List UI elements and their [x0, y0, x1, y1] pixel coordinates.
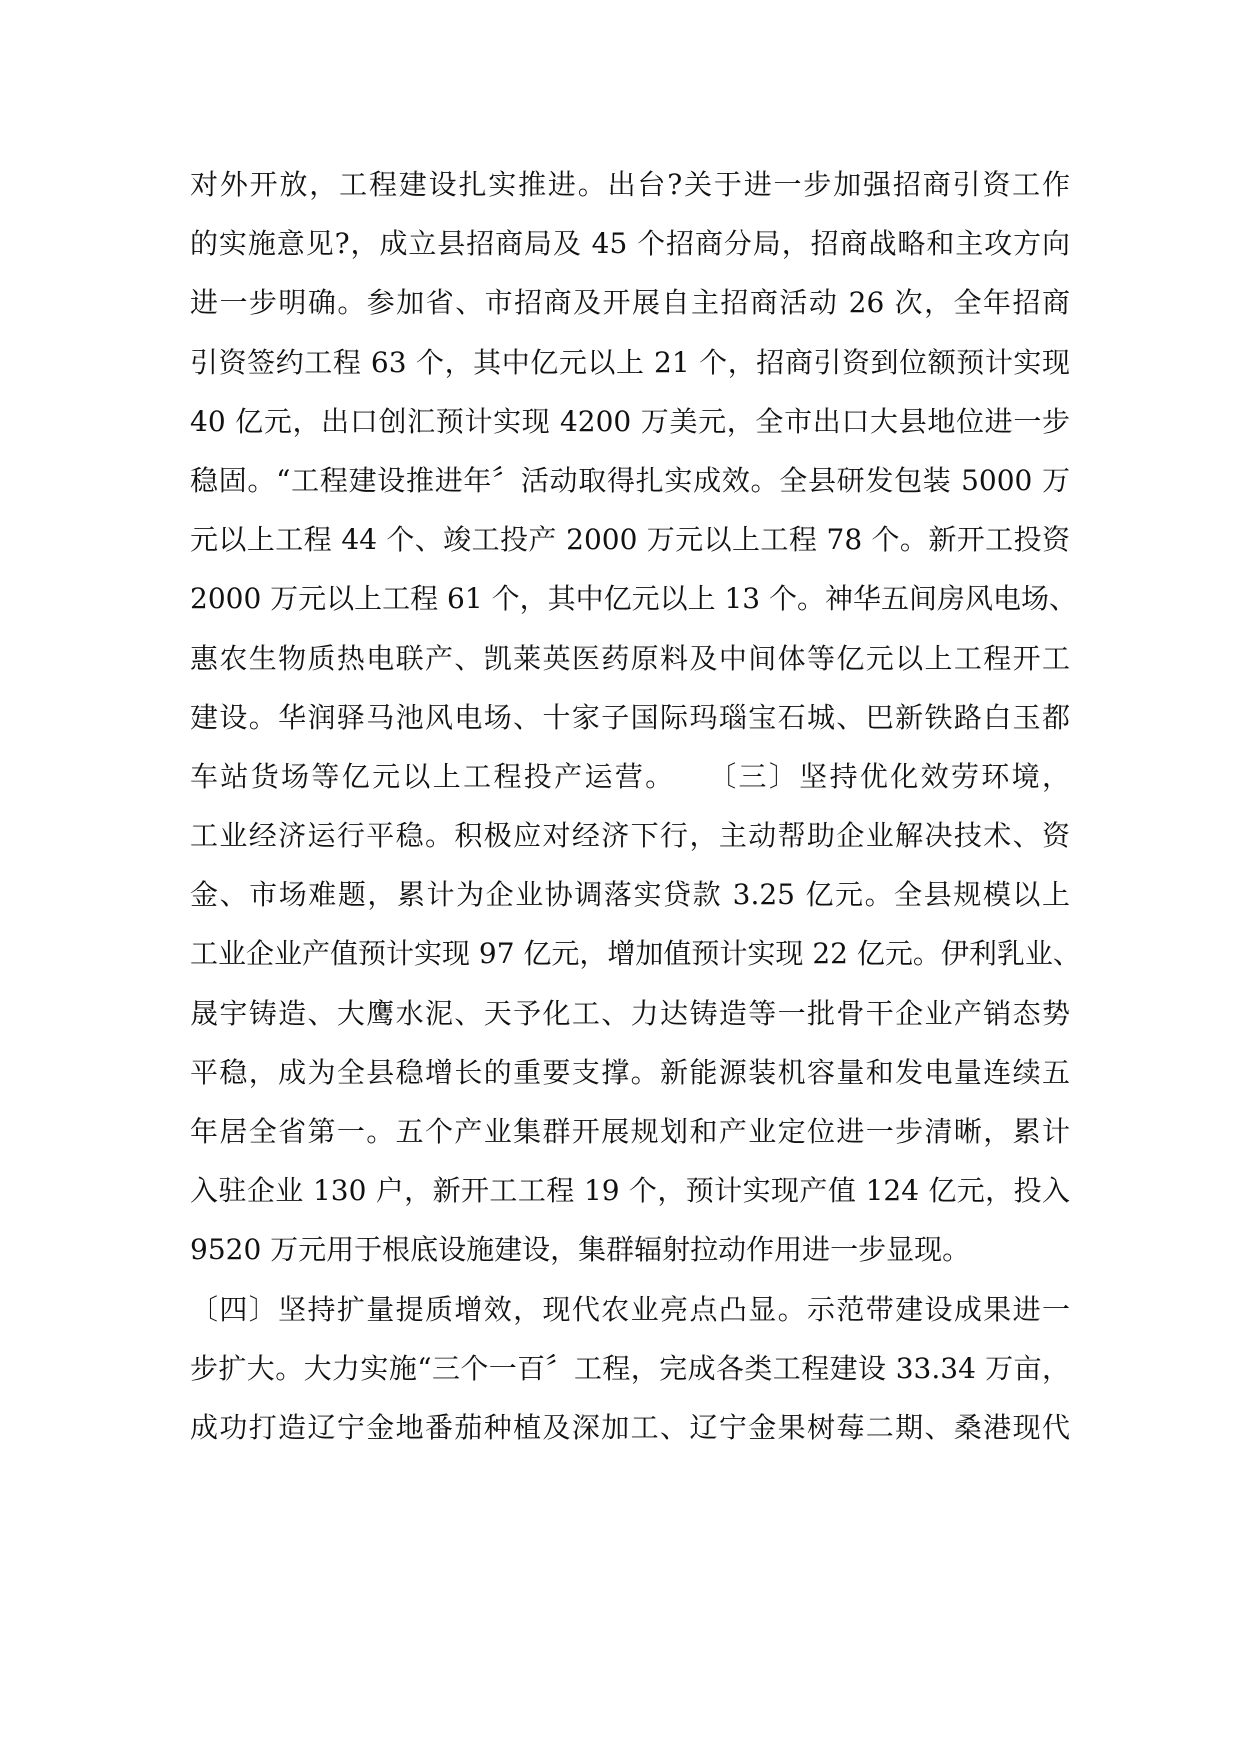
- text-line-2: 的实施意见?，成立县招商局及 45 个招商分局，招商战略和主攻方向: [190, 227, 1070, 261]
- text-line-21: 步扩大。大力实施“三个一百〞工程，完成各类工程建设 33.34 万亩，: [190, 1351, 1070, 1385]
- text-line-3: 进一步明确。参加省、市招商及开展自主招商活动 26 次，全年招商: [190, 286, 1070, 320]
- text-line-9: 惠农生物质热电联产、凯莱英医药原料及中间体等亿元以上工程开工: [190, 641, 1070, 675]
- text-line-6: 稳固。“工程建设推进年〞活动取得扎实成效。全县研发包装 5000 万: [190, 463, 1070, 497]
- text-line-15: 晟宇铸造、大鹰水泥、天予化工、力达铸造等一批骨干企业产销态势: [190, 996, 1070, 1030]
- body-text: [190, 155, 1081, 1457]
- text-line-11: 车站货场等亿元以上工程投产运营。 〔三〕坚持优化效劳环境，: [190, 759, 1070, 793]
- text-line-19: 9520 万元用于根底设施建设，集群辐射拉动作用进一步显现。: [190, 1233, 971, 1267]
- text-line-22: 成功打造辽宁金地番茄种植及深加工、辽宁金果树莓二期、桑港现代: [190, 1410, 1070, 1444]
- text-line-4: 引资签约工程 63 个，其中亿元以上 21 个，招商引资到位额预计实现: [190, 345, 1070, 379]
- text-line-7: 元以上工程 44 个、竣工投产 2000 万元以上工程 78 个。新开工投资: [190, 523, 1070, 557]
- text-line-12: 工业经济运行平稳。积极应对经济下行，主动帮助企业解决技术、资: [190, 819, 1070, 853]
- text-line-13: 金、市场难题，累计为企业协调落实贷款 3.25 亿元。全县规模以上: [190, 878, 1070, 912]
- text-line-8: 2000 万元以上工程 61 个，其中亿元以上 13 个。神华五间房风电场、: [190, 582, 1078, 616]
- text-line-17: 年居全省第一。五个产业集群开展规划和产业定位进一步清晰，累计: [190, 1115, 1070, 1148]
- text-line-18: 入驻企业 130 户，新开工工程 19 个，预计实现产值 124 亿元，投入: [190, 1174, 1070, 1208]
- text-line-5: 40 亿元，出口创汇预计实现 4200 万美元，全市出口大县地位进一步: [190, 404, 1070, 438]
- text-line-10: 建设。华润驿马池风电场、十家子国际玛瑙宝石城、巴新铁路白玉都: [190, 700, 1070, 734]
- text-line-1: 对外开放，工程建设扎实推进。出台?关于进一步加强招商引资工作: [190, 168, 1070, 201]
- text-line-20: 〔四〕坚持扩量提质增效，现代农业亮点凸显。示范带建设成果进一: [190, 1292, 1070, 1326]
- text-line-14: 工业企业产值预计实现 97 亿元，增加值预计实现 22 亿元。伊利乳业、: [190, 937, 1081, 971]
- text-line-16: 平稳，成为全县稳增长的重要支撑。新能源装机容量和发电量连续五: [190, 1055, 1070, 1089]
